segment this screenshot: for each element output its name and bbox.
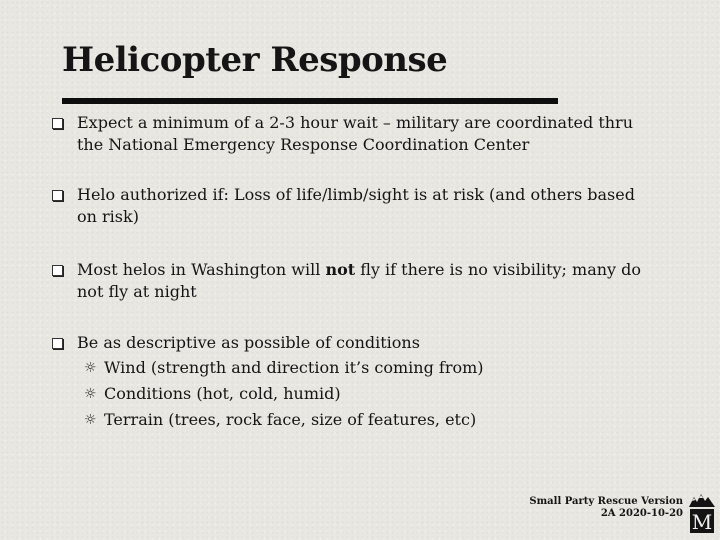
sub-bullet-text: Conditions (hot, cold, humid) <box>104 384 341 403</box>
sub-bullet-text: Terrain (trees, rock face, size of features, etc) <box>104 410 477 429</box>
checkbox-bullet-icon <box>52 265 63 276</box>
bullet-item-1 <box>52 112 652 156</box>
bullet-text-segment: Most helos in Washington will <box>77 260 326 279</box>
checkbox-bullet-icon <box>52 338 63 349</box>
bullet-text-segment: fly if there is no visibility; many do <box>355 260 642 279</box>
bullet-line: not fly at night <box>77 282 197 301</box>
bullet-line <box>77 259 641 281</box>
sub-bullet-item <box>84 357 484 379</box>
bullet-item-3 <box>52 259 652 303</box>
title-underline <box>62 98 558 104</box>
footer-line: Small Party Rescue Version <box>529 496 683 507</box>
slide-title: Helicopter Response <box>62 40 448 80</box>
bullet-line: Helo authorized if: Loss of life/limb/sight is at risk (and others based <box>77 185 635 204</box>
bullet-text <box>77 332 420 354</box>
sun-icon: ☼ <box>84 412 97 428</box>
bullet-bold-word: not <box>325 260 356 279</box>
checkbox-bullet-icon <box>52 190 63 201</box>
checkbox-bullet-icon <box>52 118 63 129</box>
sub-bullet-item <box>84 383 341 405</box>
bullet-line: Expect a minimum of a 2-3 hour wait – military are coordinated thru <box>77 113 634 132</box>
bullet-line: on risk) <box>77 207 139 226</box>
bullet-line: Be as descriptive as possible of conditions <box>77 333 420 352</box>
sub-bullet-item <box>84 409 476 431</box>
bullet-text <box>77 259 641 303</box>
sub-bullet-text: Wind (strength and direction it’s coming from) <box>104 358 484 377</box>
footer-version <box>529 496 683 520</box>
bullet-text <box>77 112 633 156</box>
footer-line: 2A 2020-10-20 <box>600 508 683 519</box>
logo-letter: M <box>691 510 713 534</box>
bullet-item-4 <box>52 332 652 354</box>
mountaineers-logo-icon <box>688 492 716 534</box>
bullet-line: the National Emergency Response Coordination Center <box>77 135 530 154</box>
sun-icon: ☼ <box>84 386 97 402</box>
bullet-text <box>77 184 635 228</box>
bullet-item-2 <box>52 184 652 228</box>
sun-icon: ☼ <box>84 360 97 376</box>
